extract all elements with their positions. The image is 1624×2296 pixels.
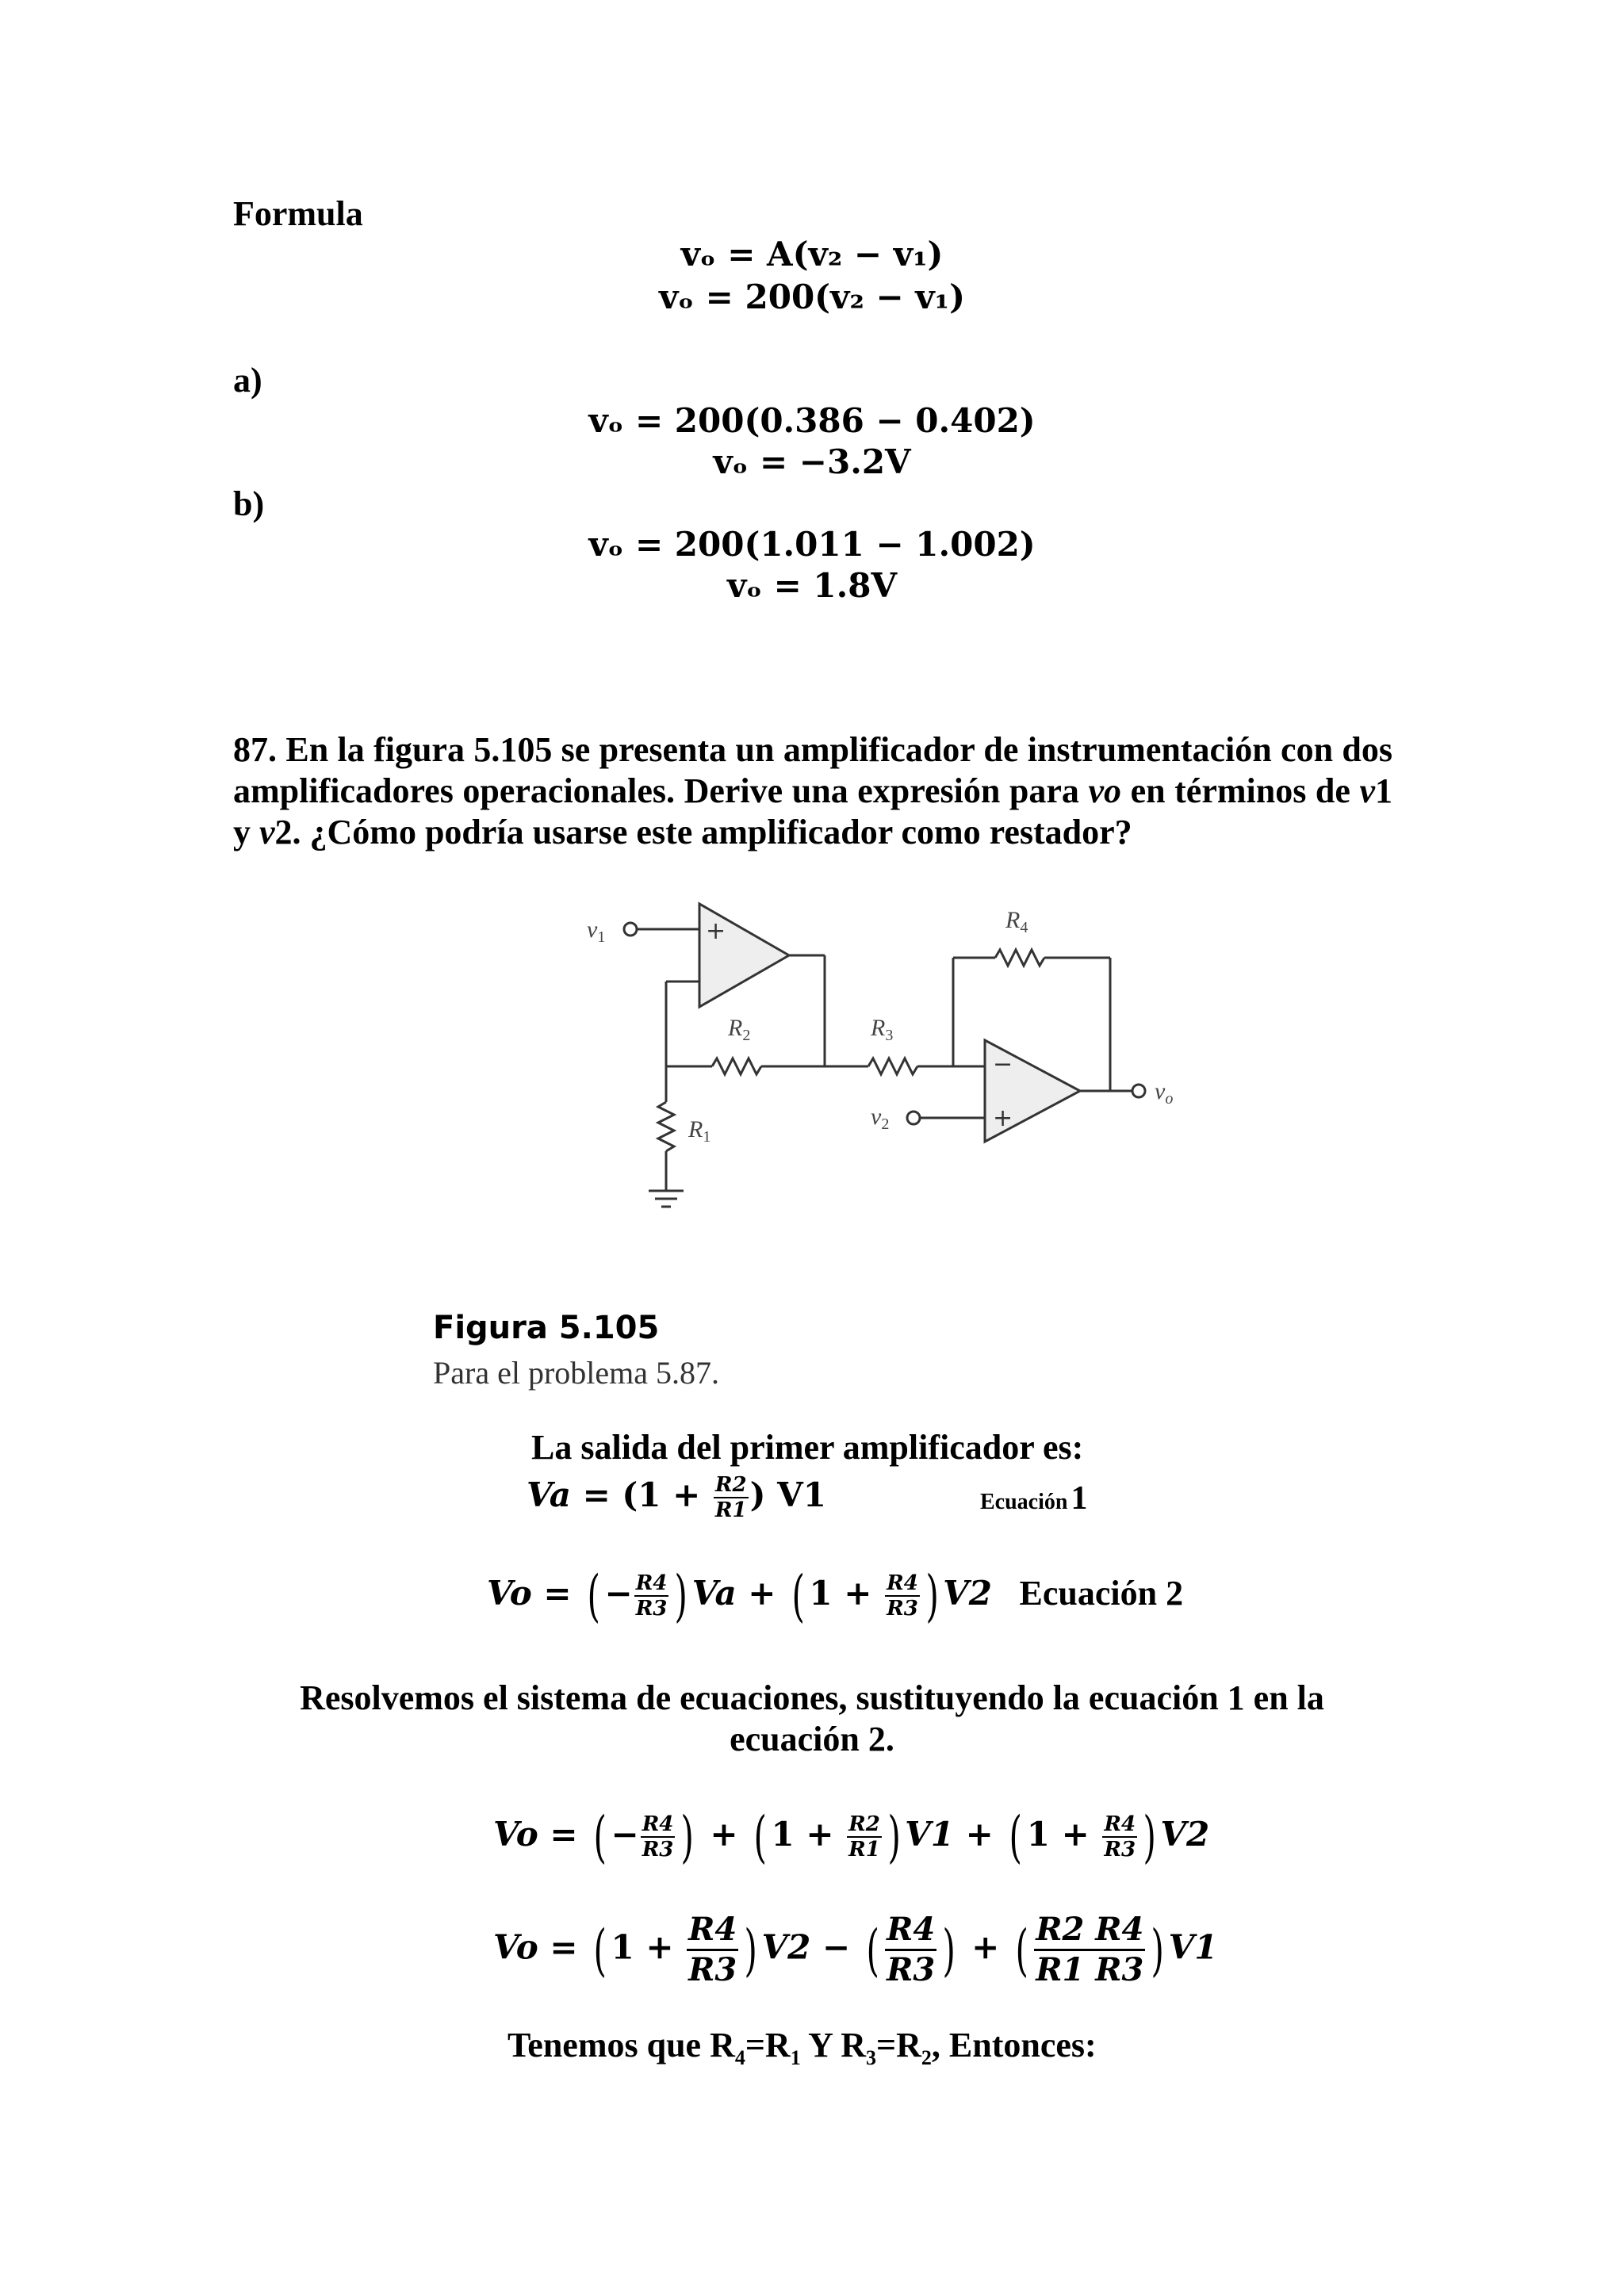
opamp2-plus: +: [993, 1104, 1013, 1132]
r2-label: $R_2$: [728, 1015, 751, 1044]
opamp1-plus: +: [706, 917, 726, 945]
equation-2-label: Ecuación 2: [1019, 1574, 1184, 1613]
equation-b2: vₒ = 1.8V: [726, 566, 898, 605]
r3-label: $R_3$: [871, 1015, 894, 1044]
equation-gain: vₒ = 200(v₂ − v₁): [659, 277, 965, 316]
vo-terminal: [1132, 1085, 1145, 1097]
r4-label: $R_4$: [1005, 907, 1028, 936]
resistor-r4: [995, 950, 1044, 966]
circuit-diagram: [555, 888, 1221, 1253]
first-output-text: La salida del primer amplificador es:: [531, 1428, 1084, 1467]
part-a-label: a): [233, 361, 262, 400]
equation-a1: vₒ = 200(0.386 − 0.402): [588, 401, 1036, 440]
resistor-r2: [712, 1058, 761, 1074]
resolve-text-line-2: ecuación 2.: [730, 1720, 894, 1758]
equation-4: Vo = ( 1 + $\frac{R4}{R3}$ ) V2 − ( $\frac{R4}{R3}$ ) + ( $\frac{R2 R4}{R1 R3}$ ) V1: [493, 1911, 1218, 1988]
equation-1-label: Ecuación 1: [980, 1480, 1088, 1517]
formula-heading: Formula: [233, 194, 363, 233]
v2-label: $v_2$: [871, 1104, 890, 1133]
v1-terminal: [624, 923, 637, 936]
equation-2: Vo = ( − $\frac{R4}{R3}$ ) Va + ( 1 + $\frac{R4}{R3}$ ) V2 Ecuación 2: [487, 1563, 1184, 1628]
figure-caption-subtitle: Para el problema 5.87.: [433, 1355, 719, 1391]
resolve-text-line-1: Resolvemos el sistema de ecuaciones, sustituyendo la ecuación 1 en la: [300, 1678, 1324, 1717]
equation-1: Va = (1 + $\frac{R2}{R1}$ ) V1: [527, 1473, 826, 1522]
resistor-r3: [868, 1058, 917, 1074]
opamp2-minus: −: [993, 1050, 1013, 1078]
part-b-label: b): [233, 484, 265, 523]
r1-label: $R_1$: [688, 1116, 711, 1146]
equation-3: Vo = ( − $\frac{R4}{R3}$ ) + ( 1 + $\frac{R2}{R1}$ ) V1 + ( 1 + $\frac{R4}{R3}$ ) V2: [493, 1804, 1210, 1869]
v2-terminal: [907, 1112, 920, 1124]
figure-caption-title: Figura 5.105: [433, 1310, 660, 1346]
fraction-r2-r1: $\frac{R2}{R1}$: [714, 1473, 747, 1522]
vo-symbol: vo: [1088, 771, 1122, 810]
problem-statement: 87. En la figura 5.105 se presenta un amplificador de instrumentación con dos amplificadores operacionales. Derive una expresión para vo en términos de v1 y v2. ¿Cómo podría usarse este amplificador como restador?: [233, 730, 1392, 851]
v1-label: $v_1$: [587, 916, 606, 946]
resistor-r1: [658, 1102, 674, 1151]
conclusion-text: Tenemos que $R_4=R_1$ Y $R_3=R_2$, Entonces:: [508, 2026, 1097, 2069]
equation-b1: vₒ = 200(1.011 − 1.002): [588, 525, 1036, 564]
equation-a2: vₒ = −3.2V: [713, 442, 911, 481]
equation-general: vₒ = A(v₂ − v₁): [680, 235, 944, 274]
vo-label: $v_o$: [1155, 1078, 1174, 1108]
